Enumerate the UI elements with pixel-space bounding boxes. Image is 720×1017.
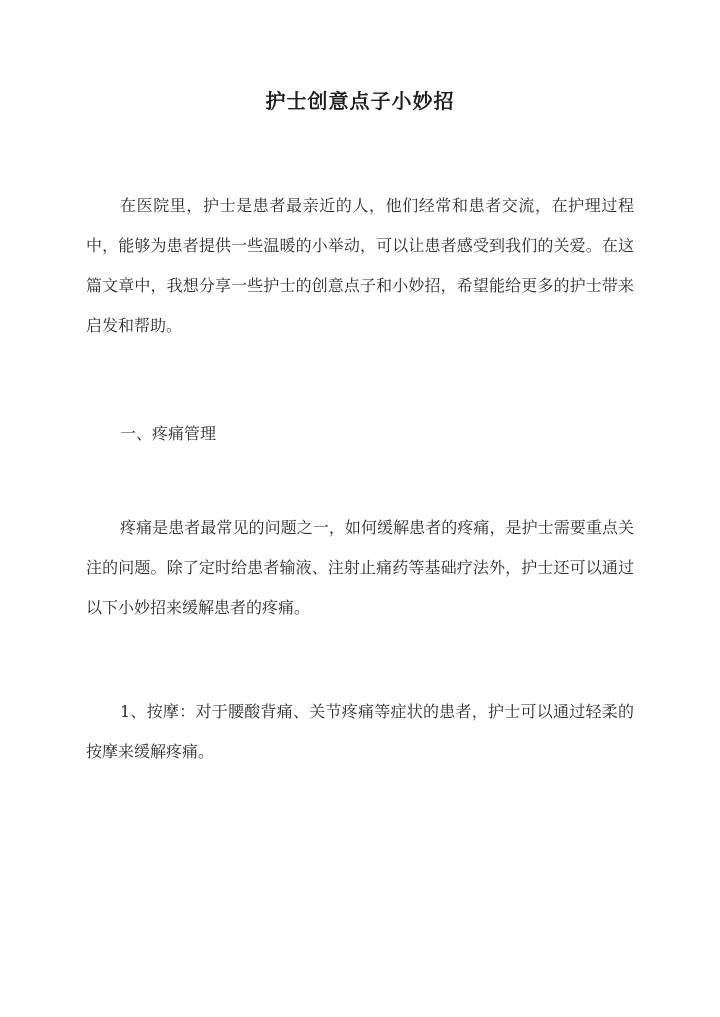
- pain-management-paragraph: 疼痛是患者最常见的问题之一，如何缓解患者的疼痛，是护士需要重点关注的问题。除了定时给患者输液、注射止痛药等基础疗法外，护士还可以通过以下小妙招来缓解患者的疼痛。: [86, 518, 634, 617]
- document-title: 护士创意点子小妙招: [265, 89, 455, 113]
- intro-paragraph: 在医院里，护士是患者最亲近的人，他们经常和患者交流，在护理过程中，能够为患者提供一些温暖的小举动，可以让患者感受到我们的关爱。在这篇文章中，我想分享一些护士的创意点子和小妙招，希望能给更多的护士带来启发和帮助。: [86, 196, 634, 335]
- massage-paragraph: 1、按摩：对于腰酸背痛、关节疼痛等症状的患者，护士可以通过轻柔的按摩来缓解疼痛。: [86, 702, 634, 761]
- section-heading-pain-management: 一、疼痛管理: [120, 424, 217, 443]
